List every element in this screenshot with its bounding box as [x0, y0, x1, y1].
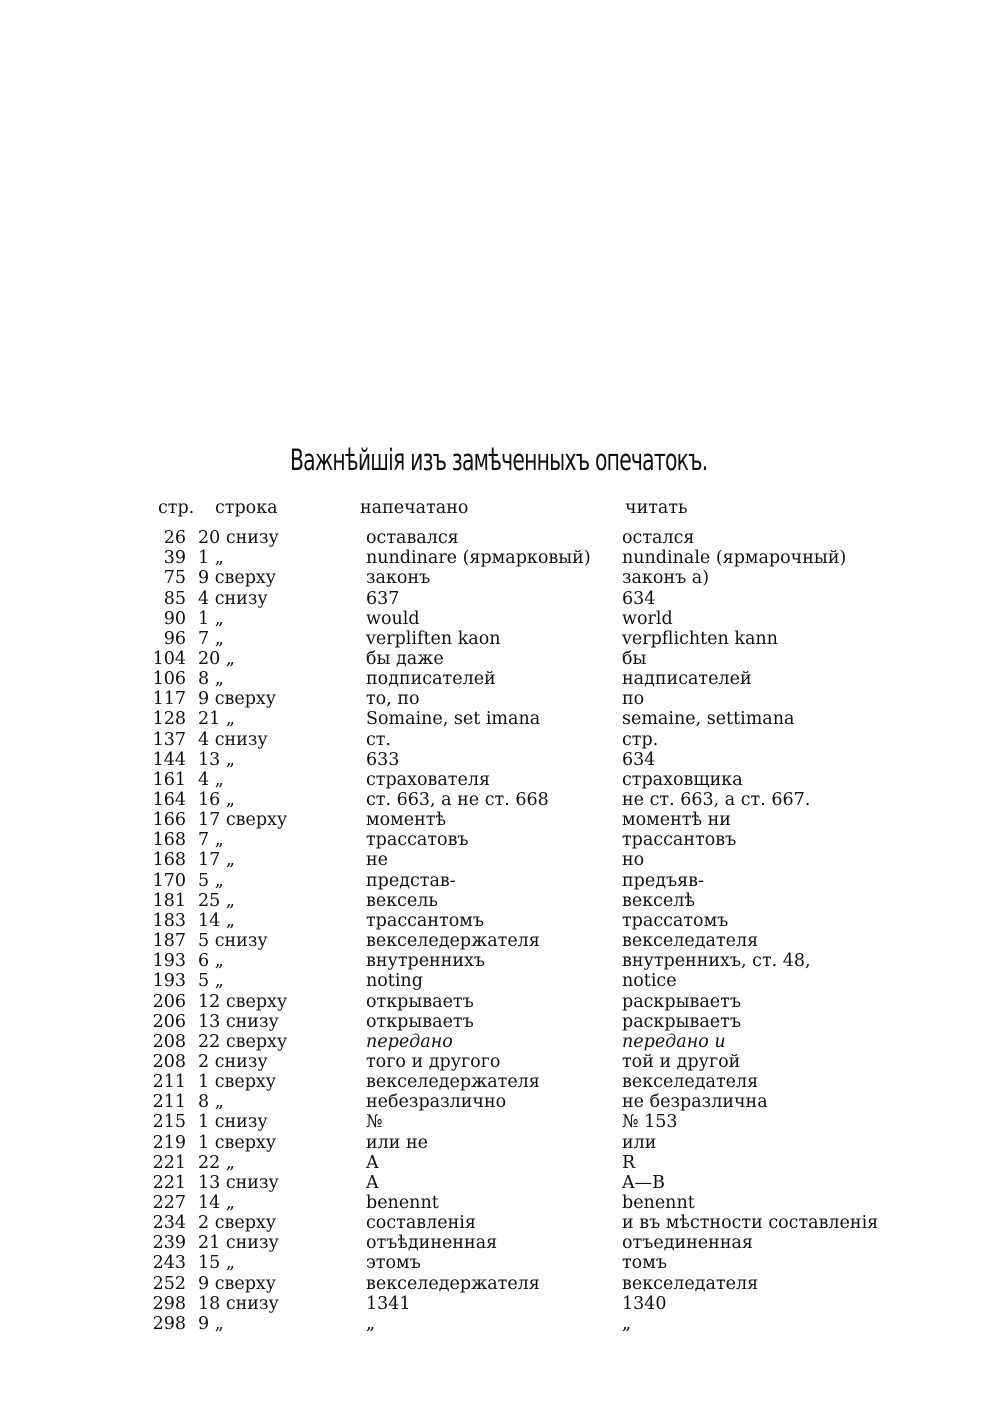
row-line: 5 „ [198, 971, 224, 992]
row-read: векселедателя [622, 931, 759, 951]
row-printed: 637 [366, 588, 400, 609]
table-row [0, 1112, 1000, 1132]
header-printed: напечатано [360, 498, 469, 518]
row-line: 13 снизу [198, 1011, 279, 1032]
table-row [0, 1253, 1000, 1273]
row-printed: небезразлично [366, 1092, 507, 1113]
row-printed: страхователя [366, 769, 491, 790]
table-row [0, 649, 1000, 669]
row-read: страховщика [622, 769, 743, 790]
table-row [0, 770, 1000, 790]
row-line: 13 снизу [198, 1172, 279, 1193]
row-page: 39 [163, 548, 186, 569]
row-read: внутреннихъ, ст. 48, [622, 951, 811, 972]
row-page: 243 [152, 1253, 186, 1274]
row-page: 298 [152, 1293, 186, 1314]
row-line: 22 сверху [198, 1031, 288, 1052]
table-row [0, 629, 1000, 649]
table-row [0, 790, 1000, 810]
row-page: 206 [152, 1011, 186, 1032]
row-read: томъ [622, 1253, 667, 1274]
row-line: 2 снизу [198, 1051, 268, 1072]
table-row [0, 1012, 1000, 1032]
row-page: 164 [152, 790, 186, 810]
row-printed: nundinare (ярмарковый) [366, 548, 591, 569]
row-line: 8 „ [198, 669, 224, 689]
row-printed: benennt [366, 1192, 439, 1213]
table-row [0, 1233, 1000, 1253]
row-page: 298 [152, 1313, 186, 1334]
row-page: 206 [152, 991, 186, 1012]
row-read: отъединенная [622, 1233, 753, 1254]
row-printed: отъѣдиненная [366, 1233, 498, 1254]
row-printed: would [366, 608, 420, 629]
row-read: надписателей [622, 669, 752, 689]
row-printed: № [366, 1112, 383, 1133]
table-row [0, 589, 1000, 609]
row-printed: законъ [366, 568, 431, 589]
row-printed: передано [366, 1031, 453, 1052]
table-row [0, 911, 1000, 931]
row-read: notice [622, 971, 677, 992]
row-read: бы [622, 648, 647, 669]
row-read: A—B [622, 1172, 665, 1193]
table-row [0, 689, 1000, 709]
row-page: 227 [152, 1192, 186, 1213]
row-page: 181 [152, 890, 186, 911]
row-page: 211 [152, 1092, 186, 1113]
row-line: 6 „ [198, 951, 224, 972]
row-page: 208 [152, 1031, 186, 1052]
row-printed: verpliften kaon [366, 628, 501, 649]
row-printed: бы даже [366, 648, 444, 669]
header-read: читать [625, 498, 688, 518]
row-printed: того и другого [366, 1051, 501, 1072]
row-line: 15 „ [198, 1253, 235, 1274]
row-line: 4 снизу [198, 588, 268, 609]
row-read: векселѣ [622, 890, 695, 911]
row-printed: трассантомъ [366, 910, 484, 931]
row-line: 21 „ [198, 709, 235, 730]
row-printed: подписателей [366, 669, 496, 689]
row-line: 1 „ [198, 608, 224, 629]
row-read: 634 [622, 588, 656, 609]
row-read: векселедателя [622, 1072, 759, 1092]
row-line: 22 „ [198, 1152, 235, 1173]
row-read: той и другой [622, 1051, 741, 1072]
row-read: моментѣ ни [622, 810, 731, 831]
row-read: предъяв- [622, 870, 704, 891]
row-printed: оставался [366, 528, 459, 548]
row-read: векселедателя [622, 1273, 759, 1294]
row-line: 2 сверху [198, 1213, 277, 1234]
row-printed: A [366, 1172, 379, 1193]
row-line: 1 снизу [198, 1112, 268, 1133]
row-read: раскрываетъ [622, 1011, 741, 1032]
table-row [0, 1052, 1000, 1072]
row-line: 5 снизу [198, 931, 268, 951]
row-page: 239 [152, 1233, 186, 1254]
row-line: 17 „ [198, 850, 235, 871]
row-page: 90 [163, 608, 186, 629]
table-row [0, 1133, 1000, 1153]
table-row [0, 891, 1000, 911]
row-read: по [622, 689, 645, 710]
row-page: 104 [152, 648, 186, 669]
row-page: 137 [152, 729, 186, 750]
row-page: 252 [152, 1273, 186, 1294]
row-printed: то, по [366, 689, 420, 710]
row-page: 96 [163, 628, 186, 649]
table-row [0, 609, 1000, 629]
row-read: не безразлична [622, 1092, 768, 1113]
row-printed: векселедержателя [366, 931, 540, 951]
row-printed: ст. [366, 729, 392, 750]
row-read: стр. [622, 729, 659, 750]
row-read: но [622, 850, 645, 871]
table-row [0, 931, 1000, 951]
row-read: „ [622, 1313, 632, 1334]
row-line: 7 „ [198, 628, 224, 649]
row-printed: A [366, 1152, 379, 1173]
row-line: 25 „ [198, 890, 235, 911]
table-row [0, 871, 1000, 891]
row-line: 7 „ [198, 830, 224, 851]
row-line: 12 сверху [198, 991, 288, 1012]
row-page: 75 [163, 568, 186, 589]
row-line: 1 „ [198, 548, 224, 569]
row-page: 161 [152, 769, 186, 790]
row-page: 219 [152, 1132, 186, 1153]
table-row [0, 709, 1000, 729]
row-line: 5 „ [198, 870, 224, 891]
table-row [0, 1092, 1000, 1112]
table-row [0, 669, 1000, 689]
row-page: 117 [152, 689, 186, 710]
row-printed: 633 [366, 749, 400, 770]
row-line: 18 снизу [198, 1293, 279, 1314]
row-printed: векселедержателя [366, 1273, 540, 1294]
row-page: 208 [152, 1051, 186, 1072]
row-read: nundinale (ярмарочный) [622, 548, 847, 569]
row-line: 20 „ [198, 648, 235, 669]
row-printed: открываетъ [366, 1011, 474, 1032]
row-read: и въ мѣстности составленія [622, 1213, 879, 1234]
row-page: 106 [152, 669, 186, 689]
page-title: Важнѣйшія изъ замѣченныхъ опечатокъ. [290, 443, 708, 477]
table-row [0, 971, 1000, 991]
header-page: стр. [158, 498, 195, 518]
row-page: 168 [152, 830, 186, 851]
row-printed: 1341 [366, 1293, 411, 1314]
row-page: 166 [152, 810, 186, 831]
table-row [0, 1314, 1000, 1334]
table-row [0, 568, 1000, 588]
row-printed: моментѣ [366, 810, 447, 831]
row-printed: открываетъ [366, 991, 474, 1012]
table-row [0, 850, 1000, 870]
row-page: 144 [152, 749, 186, 770]
row-read: раскрываетъ [622, 991, 741, 1012]
row-read: или [622, 1132, 657, 1153]
header-line: строка [215, 498, 278, 518]
row-page: 128 [152, 709, 186, 730]
row-read: 634 [622, 749, 656, 770]
row-page: 211 [152, 1072, 186, 1092]
row-printed: вексель [366, 890, 438, 911]
row-read: 1340 [622, 1293, 667, 1314]
row-printed: или не [366, 1132, 429, 1153]
row-printed: составленія [366, 1213, 476, 1234]
row-printed: Somaine, set imana [366, 709, 541, 730]
row-read: verpflichten kann [622, 628, 778, 649]
row-page: 168 [152, 850, 186, 871]
row-printed: векселедержателя [366, 1072, 540, 1092]
table-row [0, 1032, 1000, 1052]
table-row [0, 992, 1000, 1012]
row-line: 1 сверху [198, 1072, 277, 1092]
table-row [0, 548, 1000, 568]
row-page: 234 [152, 1213, 186, 1234]
table-row [0, 1213, 1000, 1233]
row-line: 14 „ [198, 910, 235, 931]
row-line: 13 „ [198, 749, 235, 770]
row-page: 183 [152, 910, 186, 931]
row-page: 187 [152, 931, 186, 951]
table-row [0, 1294, 1000, 1314]
row-page: 215 [152, 1112, 186, 1133]
row-printed: ст. 663, а не ст. 668 [366, 790, 549, 810]
row-read: № 153 [622, 1112, 678, 1133]
row-read: трассатомъ [622, 910, 729, 931]
row-line: 21 снизу [198, 1233, 279, 1254]
row-read: world [622, 608, 673, 629]
row-printed: noting [366, 971, 423, 992]
table-row [0, 951, 1000, 971]
table-row [0, 1153, 1000, 1173]
row-printed: внутреннихъ [366, 951, 486, 972]
row-line: 9 „ [198, 1313, 224, 1334]
row-page: 193 [152, 971, 186, 992]
row-line: 14 „ [198, 1192, 235, 1213]
table-row [0, 750, 1000, 770]
table-row [0, 810, 1000, 830]
row-read: остался [622, 528, 695, 548]
table-row [0, 1274, 1000, 1294]
table-row [0, 730, 1000, 750]
row-page: 170 [152, 870, 186, 891]
row-read: передано и [622, 1031, 726, 1052]
row-read: semaine, settimana [622, 709, 795, 730]
row-printed: трассатовъ [366, 830, 469, 851]
table-row [0, 1173, 1000, 1193]
table-row [0, 1072, 1000, 1092]
row-printed: не [366, 850, 389, 871]
row-page: 221 [152, 1172, 186, 1193]
row-line: 16 „ [198, 790, 235, 810]
row-read: законъ а) [622, 568, 710, 589]
row-read: R [622, 1152, 636, 1173]
row-page: 221 [152, 1152, 186, 1173]
row-line: 20 снизу [198, 528, 279, 548]
table-row [0, 830, 1000, 850]
row-page: 193 [152, 951, 186, 972]
row-line: 17 сверху [198, 810, 288, 831]
row-read: не ст. 663, а ст. 667. [622, 790, 811, 810]
row-line: 1 сверху [198, 1132, 277, 1153]
row-line: 4 снизу [198, 729, 268, 750]
table-row [0, 1193, 1000, 1213]
row-printed: этомъ [366, 1253, 421, 1274]
row-line: 9 сверху [198, 1273, 277, 1294]
row-line: 8 „ [198, 1092, 224, 1113]
row-page: 26 [163, 528, 186, 548]
table-row [0, 528, 1000, 548]
row-line: 4 „ [198, 769, 224, 790]
row-printed: представ- [366, 870, 456, 891]
row-printed: „ [366, 1313, 376, 1334]
row-line: 9 сверху [198, 568, 277, 589]
row-page: 85 [163, 588, 186, 609]
row-read: трассантовъ [622, 830, 737, 851]
row-line: 9 сверху [198, 689, 277, 710]
row-read: benennt [622, 1192, 695, 1213]
